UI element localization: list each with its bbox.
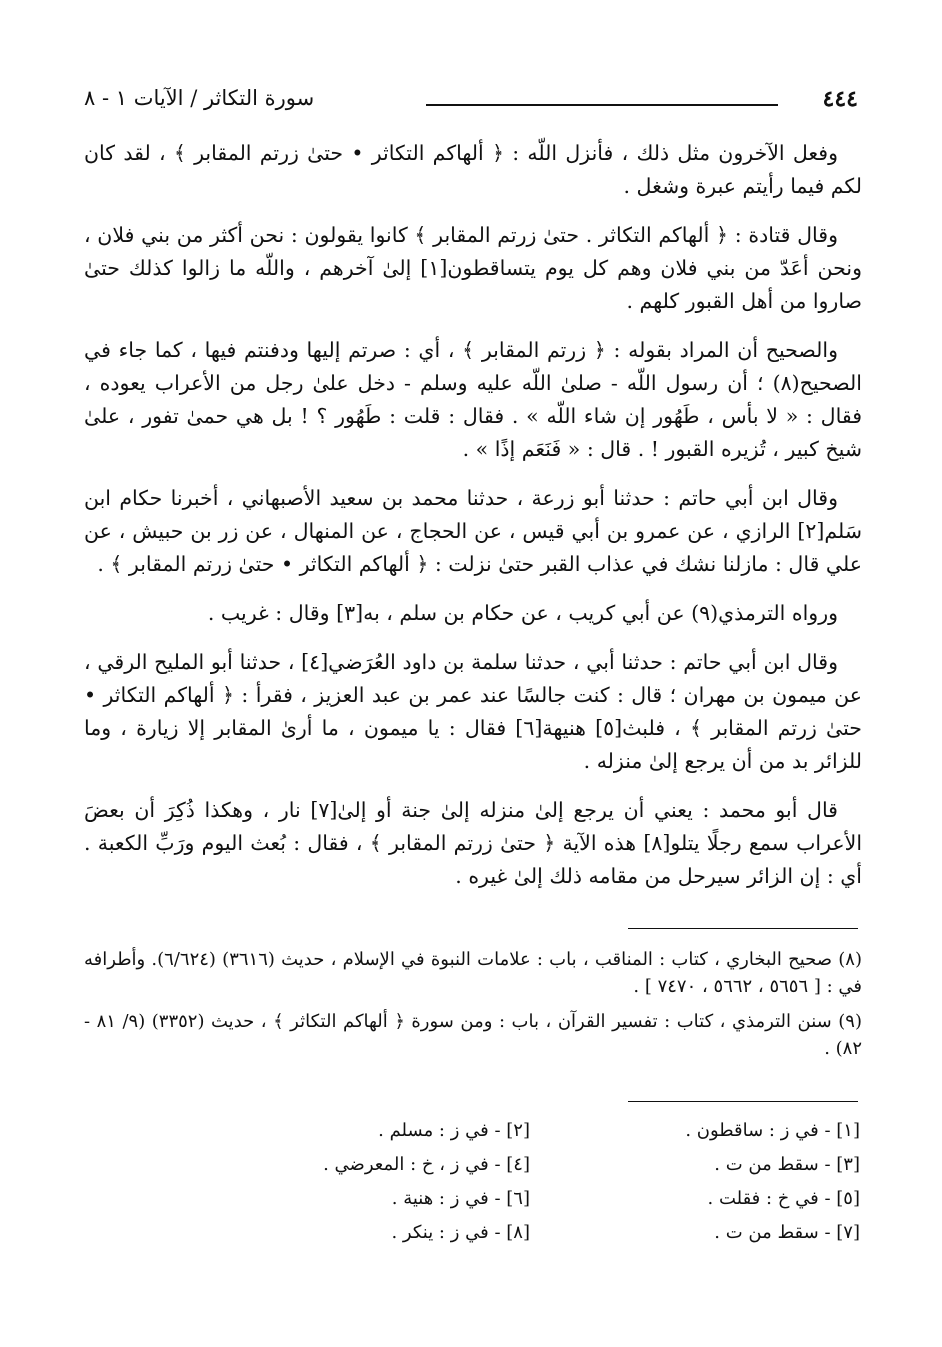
variant-note: [٤] - في ز ، خ : المعرضي .: [323, 1154, 530, 1175]
variant-note: [٥] - في خ : فقلت .: [707, 1188, 860, 1209]
footnote: (٨) صحيح البخاري ، كتاب : المناقب ، باب : علامات النبوة في الإسلام ، حديث (٣٦١٦) (٦/٦٢٤). وأطرافه في : [ ٥٦٥٦ ، ٥٦٦٢ ، ٧٤٧٠ ] .: [84, 949, 862, 997]
running-title: سورة التكاثر / الآيات ١ - ٨: [84, 86, 315, 110]
paragraph: وقال ابن أبي حاتم : حدثنا أبي ، حدثنا سلمة بن داود العُرَضي[٤] ، حدثنا أبو المليح الرقي ، عن ميمون بن مهران ؛ قال : كنت جالسًا عند عمر بن عبد العزيز ، فقرأ : ﴿ ألهاكم التكاثر • حتىٰ زرتم المقابر ﴾ ، فلبث[٥] هنيهة[٦] فقال : يا ميمون ، ما أرىٰ المقابر إلا زيارة ، وما للزائر بد من أن يرجع إلىٰ منزله .: [84, 650, 862, 773]
paragraph: وقال قتادة : ﴿ ألهاكم التكاثر . حتىٰ زرتم المقابر ﴾ كانوا يقولون : نحن أكثر من بني فلان ، ونحن أعَدّ من بني فلان وهم كل يوم يتساقطون[١] إلىٰ آخرهم ، واللّه ما زالوا كذلك حتىٰ صاروا من أهل القبور كلهم .: [84, 223, 862, 313]
footnotes: [84, 946, 862, 1070]
variant-note: [١] - في ز : ساقطون .: [685, 1120, 860, 1141]
variant-note: [٣] - سقط من ت .: [714, 1154, 860, 1175]
variants-separator: [628, 1101, 858, 1102]
paragraph: وفعل الآخرون مثل ذلك ، فأنزل اللّه : ﴿ ألهاكم التكاثر • حتىٰ زرتم المقابر ﴾ ، لقد كان لكم فيما رأيتم عبرة وشغل .: [84, 141, 862, 198]
main-text: [84, 137, 862, 909]
paragraph: ورواه الترمذي(٩) عن أبي كريب ، عن حكام بن سلم ، به[٣] وقال : غريب .: [207, 601, 838, 625]
page-number: ٤٤٤: [822, 86, 858, 112]
page-header: [84, 86, 858, 126]
footnote: (٩) سنن الترمذي ، كتاب : تفسير القرآن ، باب : ومن سورة ﴿ ألهاكم التكاثر ﴾ ، حديث (٣٣٥٢) (٩/ ٨١ - ٨٢) .: [84, 1011, 862, 1059]
footnote-separator: [628, 928, 858, 929]
variant-note: [٧] - سقط من ت .: [714, 1222, 860, 1243]
manuscript-variants: [200, 1117, 860, 1247]
paragraph: وقال ابن أبي حاتم : حدثنا أبو زرعة ، حدثنا محمد بن سعيد الأصبهاني ، أخبرنا حكام ابن سَلم[٢] الرازي ، عن عمرو بن أبي قيس ، عن الحجاج ، عن المنهال ، عن زر بن حبيش ، عن علي قال : مازلنا نشك في عذاب القبر حتىٰ نزلت : ﴿ ألهاكم التكاثر • حتىٰ زرتم المقابر ﴾ .: [84, 486, 862, 576]
header-rule: [426, 104, 778, 106]
paragraph: قال أبو محمد : يعني أن يرجع إلىٰ منزله إلىٰ جنة أو إلىٰ[٧] نار ، وهكذا ذُكِرَ أن بعضَ الأعراب سمع رجلًا يتلو[٨] هذه الآية ﴿ حتىٰ زرتم المقابر ﴾ ، فقال : بُعث اليوم ورَبِّ الكعبة . أي : إن الزائر سيرحل من مقامه ذلك إلىٰ غيره .: [84, 798, 863, 888]
paragraph: والصحيح أن المراد بقوله : ﴿ زرتم المقابر ﴾ ، أي : صرتم إليها ودفنتم فيها ، كما جاء في الصحيح(٨) ؛ أن رسول اللّه - صلىٰ اللّه عليه وسلم - دخل علىٰ رجل من الأعراب يعوده ، فقال : « لا بأس ، طَهُور إن شاء اللّه » . فقال : قلت : طَهُور ؟ ! بل هي حمىٰ تفور ، علىٰ شيخ كبير ، تُزيره القبور ! . قال : « فَنَعَم إذًا » .: [84, 338, 862, 461]
variant-note: [٢] - في ز : مسلم .: [378, 1120, 530, 1141]
variant-note: [٨] - في ز : ينكر .: [391, 1222, 530, 1243]
variant-note: [٦] - في ز : هنية .: [391, 1188, 530, 1209]
